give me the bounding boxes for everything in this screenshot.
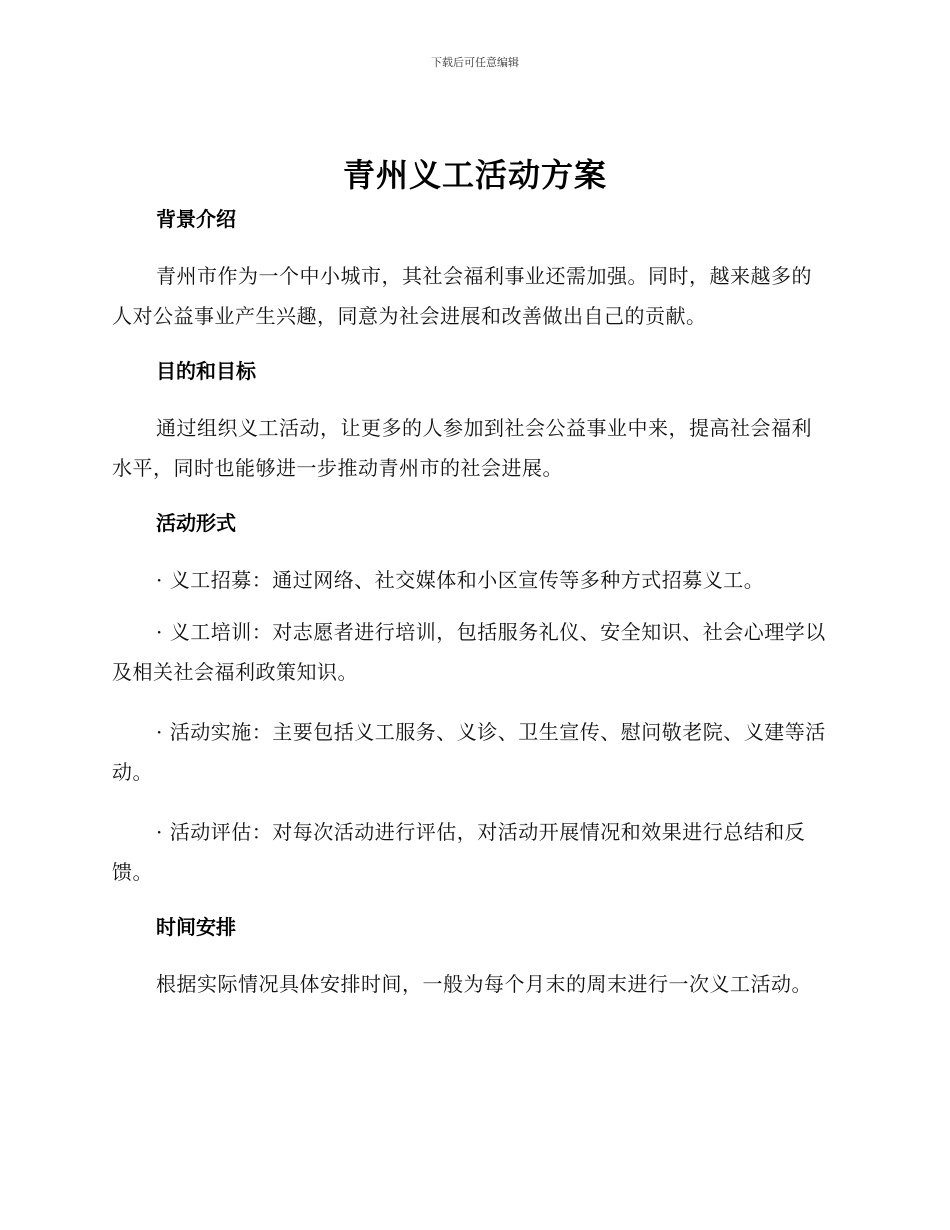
section-text-background: 青州市作为一个中小城市，其社会福利事业还需加强。同时，越来越多的人对公益事业产生兴趣，同意为社会进展和改善做出自己的贡献。 <box>112 264 812 328</box>
list-item-recruit: · 义工招募：通过网络、社交媒体和小区宣传等多种方式招募义工。 <box>156 568 765 592</box>
header-note: 下载后可任意编辑 <box>431 56 519 69</box>
document-body <box>112 204 832 1024</box>
list-item-evaluation: · 活动评估：对每次活动进行评估，对活动开展情况和效果进行总结和反馈。 <box>112 820 806 884</box>
section-heading-forms: 活动形式 <box>156 511 236 535</box>
list-item-implementation: · 活动实施：主要包括义工服务、义诊、卫生宣传、慰问敬老院、义建等活动。 <box>112 720 826 784</box>
section-heading-background: 背景介绍 <box>156 207 236 231</box>
list-item-training: · 义工培训：对志愿者进行培训，包括服务礼仪、安全知识、社会心理学以及相关社会福利政策知识。 <box>112 620 826 684</box>
document-title: 青州义工活动方案 <box>342 156 607 194</box>
section-heading-goals: 目的和目标 <box>156 359 256 383</box>
section-text-schedule: 根据实际情况具体安排时间，一般为每个月末的周末进行一次义工活动。 <box>156 972 812 996</box>
section-text-goals: 通过组织义工活动，让更多的人参加到社会公益事业中来，提高社会福利水平，同时也能够进一步推动青州市的社会进展。 <box>112 416 812 480</box>
section-heading-schedule: 时间安排 <box>156 915 236 939</box>
